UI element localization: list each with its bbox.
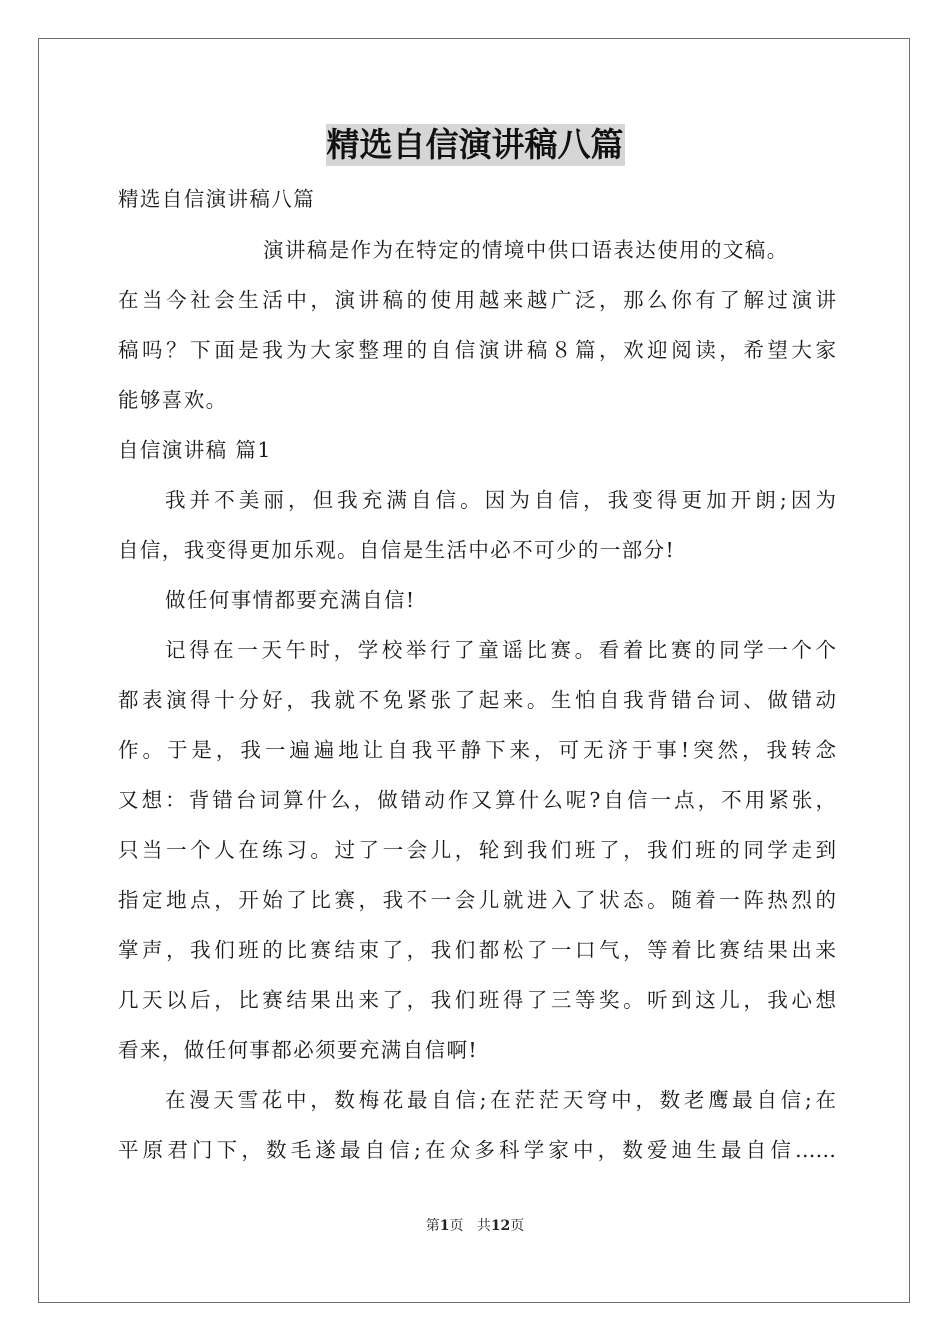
page-number: 1	[439, 1218, 450, 1234]
paragraph-line: 都表演得十分好，我就不免紧张了起来。生怕自我背错台词、做错动	[118, 688, 836, 712]
document-title: 精选自信演讲稿八篇	[326, 125, 624, 164]
total-suffix: 页	[510, 1218, 525, 1234]
paragraph-line: 看来，做任何事都必须要充满自信啊!	[118, 1038, 479, 1062]
page-footer	[0, 1217, 950, 1235]
paragraph-line: 做任何事情都要充满自信!	[165, 588, 416, 612]
page-prefix: 第	[425, 1218, 440, 1234]
paragraph-line: 自信，我变得更加乐观。自信是生活中必不可少的一部分!	[118, 538, 676, 562]
paragraph-line: 在当今社会生活中，演讲稿的使用越来越广泛，那么你有了解过演讲	[118, 288, 836, 312]
paragraph-line: 只当一个人在练习。过了一会儿，轮到我们班了，我们班的同学走到	[118, 838, 836, 862]
title-container	[0, 124, 950, 166]
total-prefix: 共	[476, 1218, 491, 1234]
paragraph-line: 在漫天雪花中，数梅花最自信;在茫茫天穹中，数老鹰最自信;在	[165, 1088, 836, 1112]
paragraph-line: 指定地点，开始了比赛，我不一会儿就进入了状态。随着一阵热烈的	[118, 888, 836, 912]
total-pages: 12	[490, 1218, 511, 1234]
paragraph-line: 记得在一天午时，学校举行了童谣比赛。看着比赛的同学一个个	[165, 638, 836, 662]
paragraph-line: 演讲稿是作为在特定的情境中供口语表达使用的文稿。	[263, 238, 789, 262]
paragraph-line: 掌声，我们班的比赛结束了，我们都松了一口气，等着比赛结果出来	[118, 938, 836, 962]
paragraph-line: 几天以后，比赛结果出来了，我们班得了三等奖。听到这儿，我心想	[118, 988, 836, 1012]
paragraph-line: 又想：背错台词算什么，做错动作又算什么呢?自信一点，不用紧张，	[118, 788, 836, 812]
document-subtitle: 精选自信演讲稿八篇	[118, 187, 316, 211]
paragraph-line: 作。于是，我一遍遍地让自我平静下来，可无济于事!突然，我转念	[118, 738, 836, 762]
paragraph-line: 平原君门下，数毛遂最自信;在众多科学家中，数爱迪生最自信……	[118, 1138, 836, 1162]
paragraph-line: 稿吗？下面是我为大家整理的自信演讲稿８篇，欢迎阅读，希望大家	[118, 338, 836, 362]
paragraph-line: 我并不美丽，但我充满自信。因为自信，我变得更加开朗;因为	[165, 488, 836, 512]
section-heading: 自信演讲稿 篇1	[118, 438, 272, 462]
page-suffix: 页	[449, 1218, 464, 1234]
paragraph-line: 能够喜欢。	[118, 388, 228, 412]
